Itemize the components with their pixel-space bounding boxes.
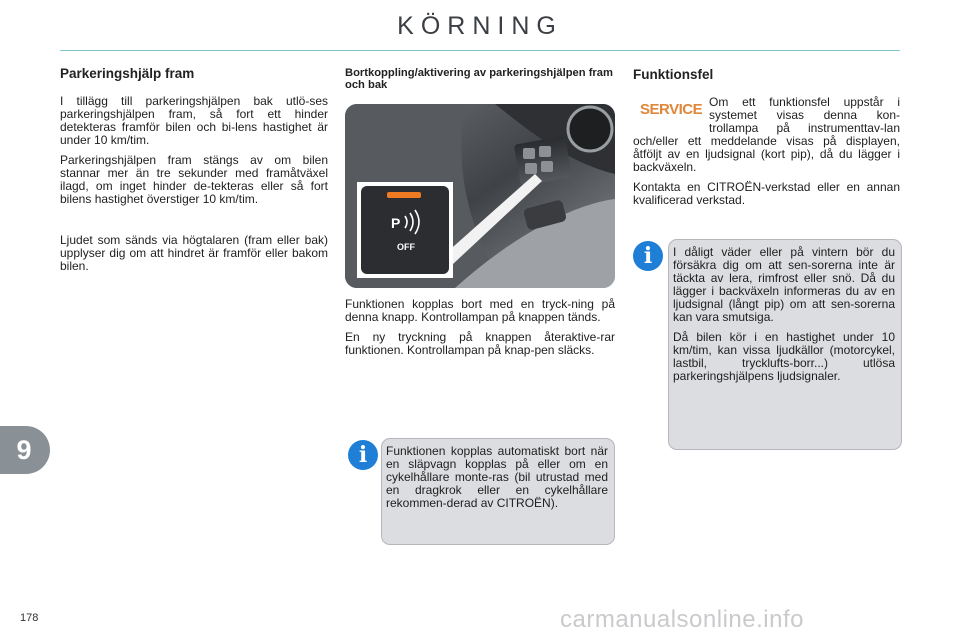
paragraph: Om ett funktionsfel uppstår i systemet visas denna kon-trollampa på instrumenttav-lan och/eller ett meddelande visas på displayen, åtföljt av en ljudsignal (kort pip), då du lägger i backväxeln.	[633, 95, 900, 174]
button-label-p: P	[391, 215, 401, 231]
dashboard-photo	[345, 104, 615, 288]
column-disable-enable	[345, 67, 615, 91]
section-heading: Bortkoppling/aktivering av parkeringshjälpen fram och bak	[345, 67, 613, 91]
info-icon: i	[348, 440, 378, 470]
service-warning-icon: SERVICE	[640, 101, 703, 118]
column-malfunction-text	[633, 96, 900, 214]
chapter-number: 9	[16, 435, 32, 465]
dashboard-illustration	[345, 104, 615, 288]
paragraph: Parkeringshjälpen fram stängs av om bilen stannar mer än tre sekunder med framåtväxel ilagd, om inget hinder de-tekteras eller så fort bilens hastighet överstiger 10 km/tim.	[60, 153, 328, 206]
page-number: 178	[20, 612, 39, 624]
paragraph: En ny tryckning på knappen återaktive-rar funktionen. Kontrollampan på knap-pen släcks.	[345, 330, 615, 357]
paragraph: Funktionen kopplas bort med en tryck-ning på denna knapp. Kontrollampan på knappen tänds.	[345, 297, 615, 324]
note-text: Funktionen kopplas automatiskt bort när en släpvagn kopplas på eller om en cykelhållare monte-ras (bil utrustad med en dragkrok eller en cykelhållare rekommen-derad av CITROËN).	[386, 444, 608, 510]
column-malfunction	[633, 67, 900, 82]
note-text: I dåligt väder eller på vintern bör du försäkra dig om att sen-sorerna inte är täckta av lera, rimfrost eller snö. Då du lägger i backväxeln informeras du av en ljudsignal (långt pip) om att sen-sorerna kan vara smutsiga.	[673, 245, 895, 324]
header-divider	[60, 50, 900, 51]
paragraph: Kontakta en CITROËN-verkstad eller en annan kvalificerad verkstad.	[633, 180, 900, 207]
section-heading: Funktionsfel	[633, 67, 714, 82]
paragraph: Ljudet som sänds via högtalaren (fram eller bak) upplyser dig om att hindret är framför eller bakom bilen.	[60, 233, 328, 273]
info-icon: i	[633, 241, 663, 271]
button-label-off: OFF	[397, 242, 415, 252]
note-text: Då bilen kör i en hastighet under 10 km/tim, kan vissa ljudkällor (motorcykel, lastbil, trycklufts-borr...) utlösa parkeringshjälpens ljudsignaler.	[673, 330, 895, 383]
column-parking-front	[60, 66, 328, 280]
column-disable-enable-text	[345, 298, 615, 364]
paragraph: I tillägg till parkeringshjälpen bak utlö-ses parkeringshjälpen fram, så fort ett hinder detekteras framför bilen och bi-lens hastighet är under 10 km/tim.	[60, 94, 328, 147]
section-heading: Parkeringshjälp fram	[60, 66, 195, 81]
info-note-text-wrap	[386, 445, 608, 517]
watermark: carmanualsonline.info	[560, 606, 804, 633]
info-note-text-wrap	[673, 246, 895, 390]
page-title: KÖRNING	[397, 12, 563, 40]
